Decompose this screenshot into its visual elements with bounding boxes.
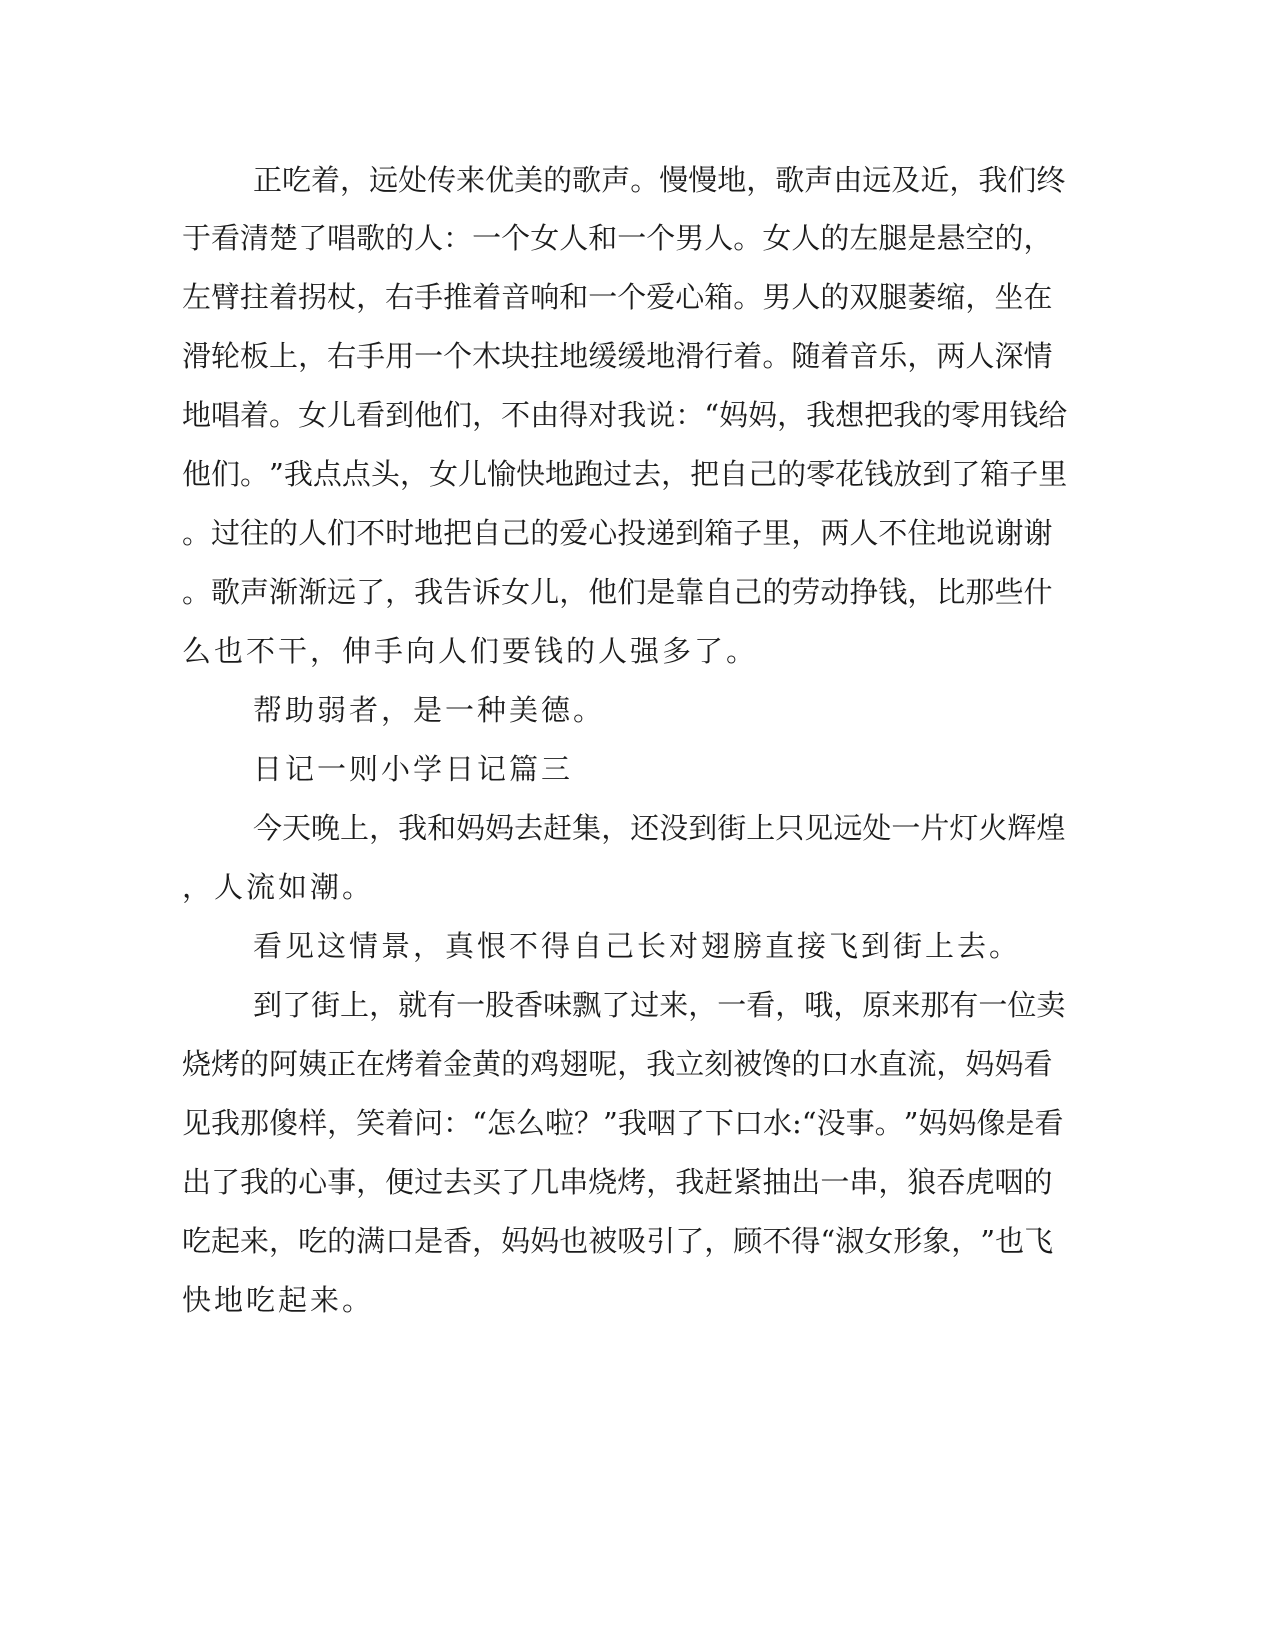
text-line: 么也不干，伸手向人们要钱的人强多了。 <box>182 634 759 668</box>
text-line: 到 了 街 上 ， 就 有 一 股 香 味 飘 了 过 来 ， 一 看 ， 哦 ， 原 来 那 有 一 位 卖 <box>253 988 1066 1022</box>
text-line: 快地吃起来。 <box>182 1283 375 1317</box>
text-line: 地 唱 着 。 女 儿 看 到 他 们 ， 不 由 得 对 我 说 ： “ 妈 妈 ， 我 想 把 我 的 零 用 钱 给 <box>182 398 1068 432</box>
text-line: 见 我 那 傻 样 ， 笑 着 问 ： “ 怎 么 啦 ？ ” 我 咽 了 下 口 水 : “ 没 事 。 ” 妈 妈 像 是 看 <box>182 1106 1064 1140</box>
text-line: 帮助弱者，是一种美德。 <box>253 693 606 727</box>
text-line: 出 了 我 的 心 事 ， 便 过 去 买 了 几 串 烧 烤 ， 我 赶 紧 抽 出 一 串 ， 狼 吞 虎 咽 的 <box>182 1165 1053 1199</box>
text-line: 。 过 往 的 人 们 不 时 地 把 自 己 的 爱 心 投 递 到 箱 子 里 ， 两 人 不 住 地 说 谢 谢 <box>182 516 1053 550</box>
text-line: 他 们 。 ” 我 点 点 头 ， 女 儿 愉 快 地 跑 过 去 ， 把 自 己 的 零 花 钱 放 到 了 箱 子 里 <box>182 457 1068 491</box>
text-line: 看见这情景，真恨不得自己长对翅膀直接飞到街上去。 <box>253 929 1022 963</box>
text-line: 烧 烤 的 阿 姨 正 在 烤 着 金 黄 的 鸡 翅 呢 ， 我 立 刻 被 馋 的 口 水 直 流 ， 妈 妈 看 <box>182 1047 1053 1081</box>
text-line: 日记一则小学日记篇三 <box>253 752 574 786</box>
text-line: 吃 起 来 ， 吃 的 满 口 是 香 ， 妈 妈 也 被 吸 引 了 ， 顾 不 得 “ 淑 女 形 象 ， ” 也 飞 <box>182 1224 1054 1258</box>
text-line: 滑 轮 板 上 ， 右 手 用 一 个 木 块 拄 地 缓 缓 地 滑 行 着 。 随 着 音 乐 ， 两 人 深 情 <box>182 339 1053 373</box>
text-line: 正 吃 着 ， 远 处 传 来 优 美 的 歌 声 。 慢 慢 地 ， 歌 声 由 远 及 近 ， 我 们 终 <box>253 163 1066 197</box>
text-line: ，人流如潮。 <box>182 870 375 904</box>
text-line: 今 天 晚 上 ， 我 和 妈 妈 去 赶 集 ， 还 没 到 街 上 只 见 远 处 一 片 灯 火 辉 煌 <box>253 811 1066 845</box>
text-line: 左 臂 拄 着 拐 杖 ， 右 手 推 着 音 响 和 一 个 爱 心 箱 。 男 人 的 双 腿 萎 缩 ， 坐 在 <box>182 280 1053 314</box>
text-line: 于 看 清 楚 了 唱 歌 的 人 ： 一 个 女 人 和 一 个 男 人 。 女 人 的 左 腿 是 悬 空 的 ， <box>182 221 1053 255</box>
text-line: 。 歌 声 渐 渐 远 了 ， 我 告 诉 女 儿 ， 他 们 是 靠 自 己 的 劳 动 挣 钱 ， 比 那 些 什 <box>182 575 1053 609</box>
